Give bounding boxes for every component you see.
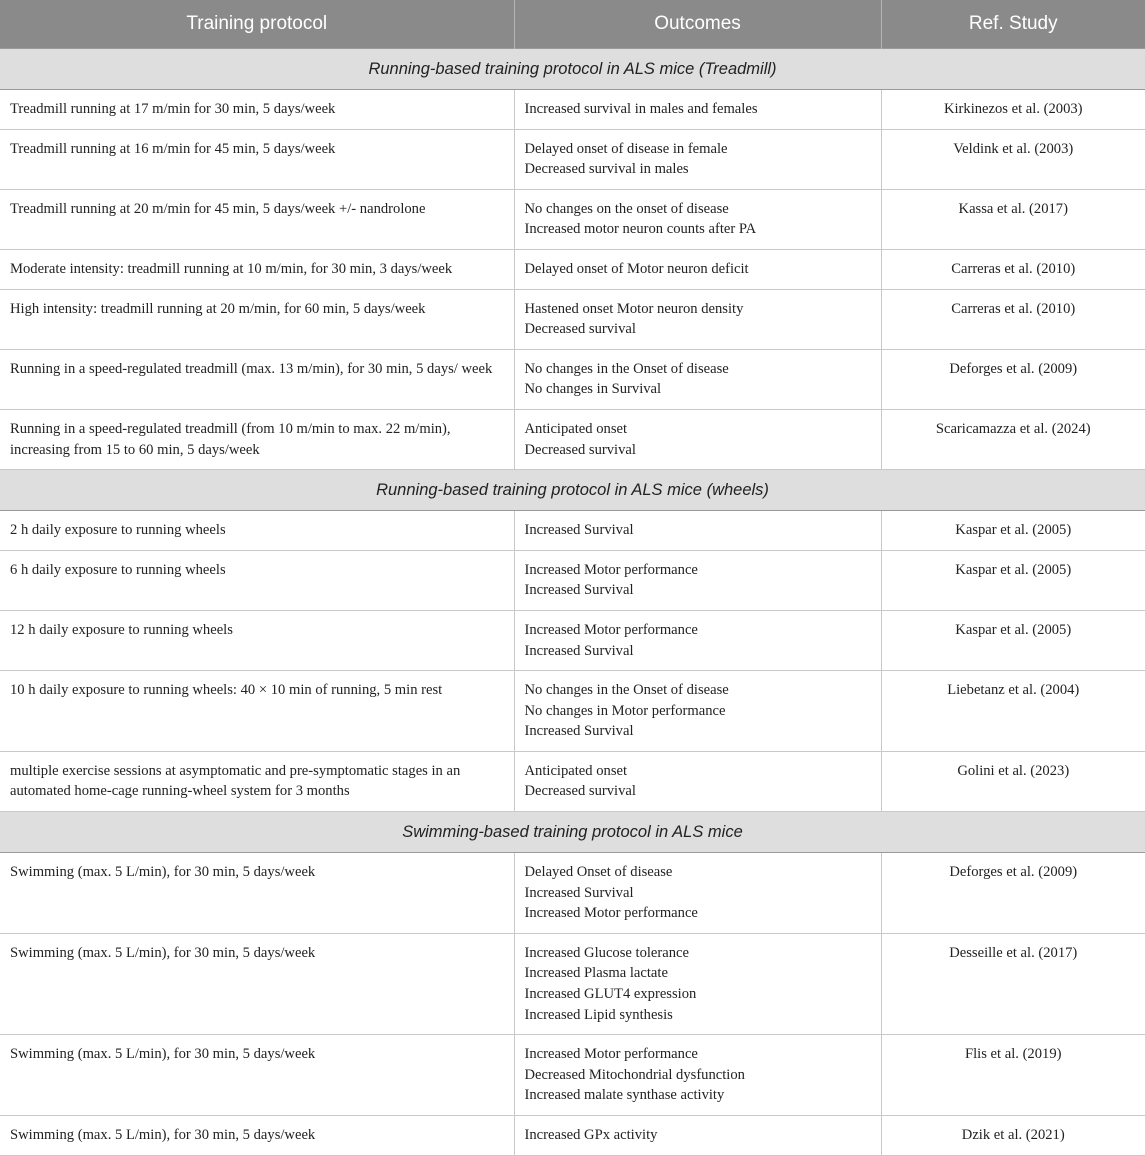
table-row [0,853,1145,934]
outcome-line: Increased Glucose tolerance [524,944,689,961]
outcomes-cell [514,249,881,289]
ref-study-cell: Carreras et al. (2010) [881,249,1145,289]
protocol-cell: High intensity: treadmill running at 20 m/min, for 60 min, 5 days/week [0,289,514,349]
outcome-line: Increased Motor performance [524,905,698,922]
outcomes-cell [514,349,881,409]
ref-study-cell: Kaspar et al. (2005) [881,511,1145,551]
table-row [0,550,1145,610]
outcome-line: Increased GPx activity [524,1127,658,1143]
ref-study-cell: Kassa et al. (2017) [881,189,1145,249]
outcomes-cell [514,853,881,934]
outcome-line: Increased motor neuron counts after PA [524,221,757,238]
outcomes-cell [514,1035,881,1116]
protocol-cell: Running in a speed-regulated treadmill (from 10 m/min to max. 22 m/min), increasing from 15 to 60 min, 5 days/week [0,409,514,469]
outcomes-cell [514,933,881,1034]
protocol-cell: Swimming (max. 5 L/min), for 30 min, 5 days/week [0,1035,514,1116]
outcomes-cell [514,90,881,130]
outcome-line: Delayed onset of disease in female [524,140,728,157]
outcome-line: Decreased survival in males [524,161,689,178]
protocol-cell: Treadmill running at 16 m/min for 45 min, 5 days/week [0,129,514,189]
table-row [0,1035,1145,1116]
outcome-line: No changes in Motor performance [524,702,726,719]
outcome-line: Delayed onset of Motor neuron deficit [524,260,749,277]
header-training-protocol: Training protocol [0,0,514,49]
ref-study-cell: Dzik et al. (2021) [881,1116,1145,1156]
protocol-cell: Swimming (max. 5 L/min), for 30 min, 5 days/week [0,853,514,934]
outcome-line: Increased Motor performance [524,1046,698,1063]
outcomes-cell [514,511,881,551]
table-row [0,129,1145,189]
outcome-line: Increased Motor performance [524,621,698,638]
outcome-line: No changes in the Onset of disease [524,360,729,377]
protocol-cell: Swimming (max. 5 L/min), for 30 min, 5 days/week [0,933,514,1034]
protocol-cell: Moderate intensity: treadmill running at 10 m/min, for 30 min, 3 days/week [0,249,514,289]
ref-study-cell: Kirkinezos et al. (2003) [881,90,1145,130]
ref-study-cell: Flis et al. (2019) [881,1035,1145,1116]
outcome-line: Increased Survival [524,642,634,659]
outcome-line: No changes in the Onset of disease [524,682,729,699]
table-row [0,610,1145,670]
protocol-cell: 6 h daily exposure to running wheels [0,550,514,610]
outcomes-cell [514,610,881,670]
outcomes-cell [514,189,881,249]
outcome-line: Increased Survival [524,723,634,740]
protocol-cell: 10 h daily exposure to running wheels: 40 × 10 min of running, 5 min rest [0,671,514,752]
outcome-line: Increased survival in males and females [524,101,758,117]
outcomes-cell [514,129,881,189]
outcomes-cell [514,751,881,811]
protocol-cell: 2 h daily exposure to running wheels [0,511,514,551]
protocol-cell: Treadmill running at 20 m/min for 45 min, 5 days/week +/- nandrolone [0,189,514,249]
table-row [0,90,1145,130]
protocol-cell: multiple exercise sessions at asymptomatic and pre-symptomatic stages in an automated home-cage running-wheel system for 3 months [0,751,514,811]
outcome-line: No changes on the onset of disease [524,200,729,217]
section-row [0,49,1145,90]
outcome-line: Decreased survival [524,321,636,338]
outcomes-cell [514,550,881,610]
outcome-line: Increased Survival [524,884,634,901]
table-header [0,0,1145,49]
outcome-line: Decreased survival [524,441,636,458]
table-row [0,409,1145,469]
ref-study-cell: Deforges et al. (2009) [881,349,1145,409]
section-title: Running-based training protocol in ALS mice (Treadmill) [0,49,1145,90]
outcome-line: Increased Survival [524,582,634,599]
protocol-cell: 12 h daily exposure to running wheels [0,610,514,670]
table-row [0,349,1145,409]
outcome-line: Hastened onset Motor neuron density [524,300,744,317]
ref-study-cell: Golini et al. (2023) [881,751,1145,811]
outcome-line: Increased Survival [524,522,634,539]
outcomes-cell [514,289,881,349]
table-body [0,49,1145,1156]
table-row [0,1116,1145,1156]
table-row [0,511,1145,551]
ref-study-cell: Carreras et al. (2010) [881,289,1145,349]
ref-study-cell: Scaricamazza et al. (2024) [881,409,1145,469]
section-row [0,812,1145,853]
protocol-cell: Running in a speed-regulated treadmill (max. 13 m/min), for 30 min, 5 days/ week [0,349,514,409]
section-row [0,470,1145,511]
outcome-line: Increased Plasma lactate [524,965,668,982]
table-row [0,751,1145,811]
outcomes-cell [514,409,881,469]
section-title: Swimming-based training protocol in ALS mice [0,812,1145,853]
ref-study-cell: Liebetanz et al. (2004) [881,671,1145,752]
outcome-line: Increased Motor performance [524,561,698,578]
outcome-line: Decreased survival [524,783,636,800]
table-row [0,289,1145,349]
outcome-line: Anticipated onset [524,420,628,437]
ref-study-cell: Kaspar et al. (2005) [881,550,1145,610]
header-outcomes: Outcomes [514,0,881,49]
outcome-line: No changes in Survival [524,381,662,398]
outcome-line: Increased malate synthase activity [524,1087,725,1104]
outcome-line: Delayed Onset of disease [524,864,673,881]
outcome-line: Increased Lipid synthesis [524,1006,673,1023]
section-title: Running-based training protocol in ALS mice (wheels) [0,470,1145,511]
outcome-line: Increased GLUT4 expression [524,986,697,1003]
ref-study-cell: Veldink et al. (2003) [881,129,1145,189]
header-ref-study: Ref. Study [881,0,1145,49]
table-row [0,933,1145,1034]
ref-study-cell: Deforges et al. (2009) [881,853,1145,934]
protocol-cell: Treadmill running at 17 m/min for 30 min, 5 days/week [0,90,514,130]
outcome-line: Decreased Mitochondrial dysfunction [524,1066,745,1083]
outcomes-cell [514,1116,881,1156]
table-row [0,189,1145,249]
table-row [0,671,1145,752]
ref-study-cell: Kaspar et al. (2005) [881,610,1145,670]
outcomes-cell [514,671,881,752]
protocol-cell: Swimming (max. 5 L/min), for 30 min, 5 days/week [0,1116,514,1156]
outcome-line: Anticipated onset [524,762,628,779]
table-row [0,249,1145,289]
ref-study-cell: Desseille et al. (2017) [881,933,1145,1034]
